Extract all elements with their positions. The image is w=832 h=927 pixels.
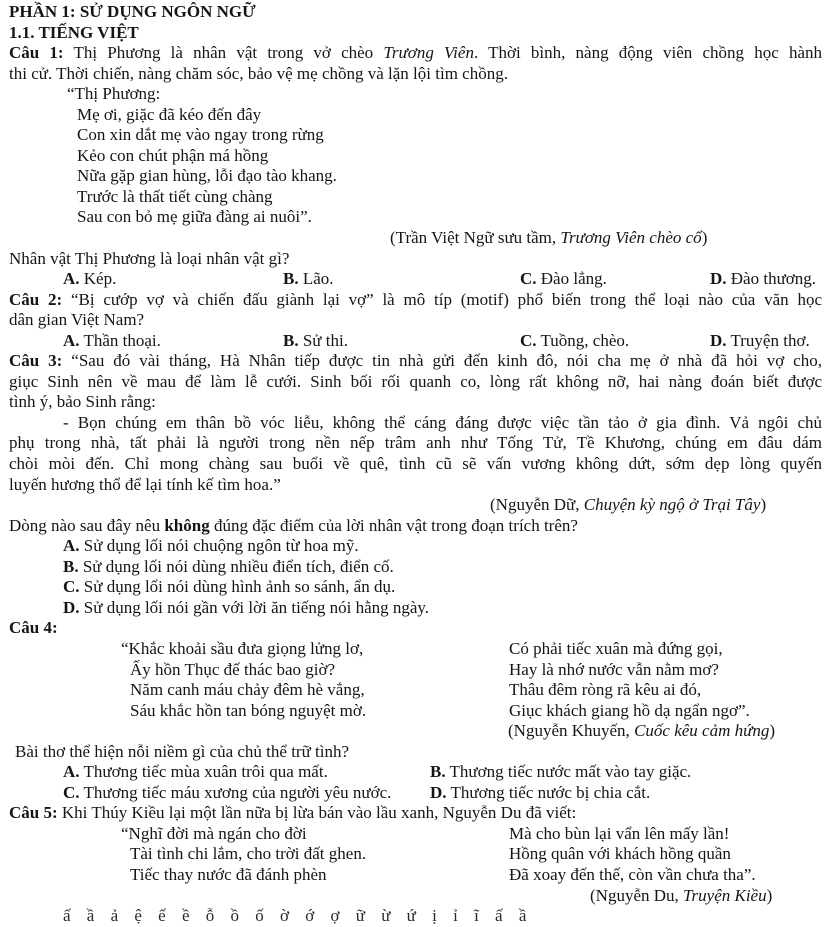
q5-source-close: ) xyxy=(766,885,773,905)
q4-options-row-2 xyxy=(9,783,822,804)
q1-poem-text: Nữa gặp gian hùng, lỗi đạo tào khang. xyxy=(77,166,337,186)
q4-source-author: (Nguyễn Khuyến, xyxy=(508,721,635,741)
q4-option-a-text: Thương tiếc mùa xuân trôi qua mất. xyxy=(83,762,328,782)
q2-option-b-text: Sử thi. xyxy=(302,330,348,350)
q1-poem-text: Sau con bỏ mẹ giữa đàng ai nuôi”. xyxy=(77,207,312,227)
q3-intro-line3 xyxy=(9,392,822,413)
q5-poem-left: Tiếc thay nước đã đánh phèn xyxy=(130,864,327,884)
q5-poem-row xyxy=(9,865,822,886)
q1-option-c xyxy=(520,269,607,290)
q5-source-attribution xyxy=(9,886,822,907)
q1-poem-line xyxy=(9,207,822,228)
q1-option-c-text: Đào lẳng. xyxy=(540,269,607,289)
q2-option-d-letter: D. xyxy=(710,330,727,350)
q1-poem-line xyxy=(9,125,822,146)
q2-label: Câu 2: xyxy=(9,289,63,309)
q4-option-a-letter: A. xyxy=(63,762,80,782)
q3-option-a xyxy=(9,536,822,557)
q3-text-l2: giục Sinh nên về mau để làm lễ cưới. Sinh bối rối quanh co, lòng rất không nỡ, hai nàng đoán biết được xyxy=(9,371,822,391)
q1-poem-line xyxy=(9,146,822,167)
q2-option-a-text: Thần thoại. xyxy=(83,330,161,350)
q2-option-c-letter: C. xyxy=(520,330,537,350)
q3-question xyxy=(9,516,822,537)
q1-question xyxy=(9,249,822,270)
q1-poem-line xyxy=(9,166,822,187)
q5-poem-row xyxy=(9,844,822,865)
q3-option-c xyxy=(9,577,822,598)
clipped-bottom-line xyxy=(9,906,822,927)
q3-quote-line1 xyxy=(9,413,822,434)
part-title xyxy=(9,2,822,23)
q4-poem-row xyxy=(9,660,822,681)
q5-intro-text: Khi Thúy Kiều lại một lần nữa bị lừa bán vào lầu xanh, Nguyễn Du đã viết: xyxy=(57,803,577,823)
q4-poem-row xyxy=(9,701,822,722)
q1-source-author: (Trần Việt Ngữ sưu tầm, xyxy=(390,228,561,248)
q1-poem-line xyxy=(9,84,822,105)
q4-option-b-text: Thương tiếc nước mất vào tay giặc. xyxy=(449,762,692,782)
q1-option-c-letter: C. xyxy=(520,269,537,289)
q3-source-author: (Nguyễn Dữ, xyxy=(490,495,584,515)
q1-intro-text2: . Thời bình, nàng động viên chồng học hành xyxy=(473,43,822,63)
q4-source-attribution xyxy=(9,721,822,742)
q2-option-b xyxy=(283,331,348,352)
q2-option-c-text: Tuồng, chèo. xyxy=(540,330,630,350)
q5-poem-left: “Nghĩ đời mà ngán cho đời xyxy=(121,823,307,843)
section-title-text: 1.1. TIẾNG VIỆT xyxy=(9,22,139,42)
q3-option-b xyxy=(9,557,822,578)
q4-option-d xyxy=(430,783,650,804)
q3-option-d xyxy=(9,598,822,619)
q1-option-b-letter: B. xyxy=(283,269,299,289)
q3-quote-line2 xyxy=(9,433,822,454)
q3-source-close: ) xyxy=(760,495,767,515)
q4-option-c xyxy=(63,783,391,804)
q1-intro-line2 xyxy=(9,64,822,85)
q2-options-row xyxy=(9,331,822,352)
clipped-bottom-text: ấ ầ ả ệ ế ề ỗ ồ ố ờ ớ ợ ữ ừ ứ ị ỉ ĩ ấ ầ xyxy=(63,906,533,926)
q1-poem-text: Trước là thất tiết cùng chàng xyxy=(77,186,273,206)
q1-intro-line1 xyxy=(9,43,822,64)
q4-poem-right: Có phải tiếc xuân mà đứng gọi, xyxy=(509,638,723,658)
q3-option-b-letter: B. xyxy=(63,556,79,576)
q3-intro-line1 xyxy=(9,351,822,372)
part-title-text: PHẦN 1: SỬ DỤNG NGÔN NGỮ xyxy=(9,2,256,21)
q2-intro-text2: dân gian Việt Nam? xyxy=(9,310,145,330)
q4-option-d-text: Thương tiếc nước bị chia cắt. xyxy=(450,782,651,802)
q1-option-a-text: Kép. xyxy=(83,269,117,289)
section-title xyxy=(9,23,822,44)
q3-question-emphasis: không xyxy=(164,515,210,535)
q5-source-author: (Nguyễn Du, xyxy=(590,885,684,905)
q3-text-l3: tình ý, bảo Sinh rằng: xyxy=(9,392,156,412)
q1-source-close: ) xyxy=(701,228,708,248)
q4-options-row-1 xyxy=(9,762,822,783)
q1-intro-text3: thi cử. Thời chiến, nàng chăm sóc, bảo vệ mẹ chồng và lặn lội tìm chồng. xyxy=(9,63,508,83)
q3-question-post: đúng đặc điểm của lời nhân vật trong đoạn trích trên? xyxy=(209,515,578,535)
q4-source-close: ) xyxy=(769,721,776,741)
q1-poem-text: Mẹ ơi, giặc đã kéo đến đây xyxy=(77,104,262,124)
q4-poem-right: Thâu đêm ròng rã kêu ai đó, xyxy=(509,680,702,700)
q2-option-b-letter: B. xyxy=(283,330,299,350)
q4-poem-left: Năm canh máu chảy đêm hè vắng, xyxy=(130,680,365,700)
q5-poem-right: Hồng quân với khách hồng quần xyxy=(509,844,731,864)
q2-intro-text: “Bị cướp vợ và chiến đấu giành lại vợ” là mô típ (motif) phổ biến trong thể loại nào của văn học xyxy=(62,289,822,309)
q1-option-b xyxy=(283,269,334,290)
q4-option-c-letter: C. xyxy=(63,782,80,802)
q5-label: Câu 5: xyxy=(9,803,58,823)
q3-source-work: Chuyện kỳ ngộ ở Trại Tây xyxy=(583,495,761,515)
q3-option-a-letter: A. xyxy=(63,536,80,556)
q3-text-l1: “Sau đó vài tháng, Hà Nhân tiếp được tin nhà gửi đến kinh đô, nói cha mẹ ở nhà đã hỏi vợ cho, xyxy=(62,351,822,371)
q1-option-b-text: Lão. xyxy=(302,269,334,289)
q1-label: Câu 1: xyxy=(9,43,64,63)
q3-option-a-text: Sử dụng lối nói chuộng ngôn từ hoa mỹ. xyxy=(83,536,359,556)
q5-poem-row xyxy=(9,824,822,845)
q4-option-a xyxy=(63,762,328,783)
q4-label: Câu 4: xyxy=(9,618,58,638)
q2-option-a xyxy=(63,331,161,352)
q4-option-d-letter: D. xyxy=(430,782,447,802)
q3-option-d-letter: D. xyxy=(63,597,80,617)
q4-poem-left: “Khắc khoải sầu đưa giọng lửng lơ, xyxy=(121,638,364,658)
q3-option-d-text: Sử dụng lối nói gần với lời ăn tiếng nói hằng ngày. xyxy=(83,597,430,617)
q3-intro-line2 xyxy=(9,372,822,393)
q4-question xyxy=(9,742,822,763)
q3-text-l7: luyến hương thổ để lại tính kế tìm hoa.” xyxy=(9,474,281,494)
q3-quote-line4 xyxy=(9,475,822,496)
q4-option-c-text: Thương tiếc máu xương của người yêu nước. xyxy=(83,782,392,802)
q5-poem-right: Đã xoay đến thế, còn vần chưa tha”. xyxy=(509,864,756,884)
q1-poem-text: Con xin dắt mẹ vào ngay trong rừng xyxy=(77,125,324,145)
q1-option-d xyxy=(710,269,816,290)
q3-option-c-text: Sử dụng lối nói dùng hình ảnh so sánh, ẩn dụ. xyxy=(83,577,396,597)
q3-source-attribution xyxy=(9,495,822,516)
q1-poem-line xyxy=(9,187,822,208)
q3-label: Câu 3: xyxy=(9,351,63,371)
q3-text-l5: phụ trong nhà, tất phải là người trong nền nếp trâm anh như Tống Tử, Tề Khương, chúng em đâu dám xyxy=(9,433,822,453)
q3-text-l6: chòi mòi đến. Chỉ mong chàng sau buổi về quê, tình cũ sẽ vấn vương không dứt, sớm dẹp lòng quyến xyxy=(9,454,822,474)
q1-poem-line xyxy=(9,105,822,126)
q1-option-d-text: Đào thương. xyxy=(730,269,817,289)
q1-option-d-letter: D. xyxy=(710,269,727,289)
q1-intro-text: Thị Phương là nhân vật trong vở chèo xyxy=(63,43,384,63)
q4-poem-left: Ấy hồn Thục đế thác bao giờ? xyxy=(130,659,336,679)
q1-work-title: Trương Viên xyxy=(383,43,474,63)
q1-options-row xyxy=(9,269,822,290)
q3-question-pre: Dòng nào sau đây nêu xyxy=(9,515,165,535)
q4-poem-row xyxy=(9,639,822,660)
q1-poem-text: Kẻo con chút phận má hồng xyxy=(77,145,269,165)
q4-poem-right: Hay là nhớ nước vẫn nằm mơ? xyxy=(509,659,719,679)
q1-source-work: Trương Viên chèo cổ xyxy=(560,228,702,248)
q2-option-d-text: Truyện thơ. xyxy=(730,330,810,350)
q5-source-work: Truyện Kiều xyxy=(683,885,767,905)
q4-option-b-letter: B. xyxy=(430,762,446,782)
q4-question-text: Bài thơ thể hiện nỗi niềm gì của chủ thể trữ tình? xyxy=(15,741,350,761)
q1-option-a-letter: A. xyxy=(63,269,80,289)
q4-poem-row xyxy=(9,680,822,701)
q4-source-work: Cuốc kêu cảm hứng xyxy=(634,721,770,741)
q4-label-line xyxy=(9,618,822,639)
q1-question-text: Nhân vật Thị Phương là loại nhân vật gì? xyxy=(9,248,290,268)
q3-option-c-letter: C. xyxy=(63,577,80,597)
q4-option-b xyxy=(430,762,691,783)
q4-poem-right: Giục khách giang hồ dạ ngẩn ngơ”. xyxy=(509,700,750,720)
q4-poem-left: Sáu khắc hồn tan bóng nguyệt mờ. xyxy=(130,700,367,720)
q2-intro-line1 xyxy=(9,290,822,311)
q5-poem-right: Mà cho bùn lại vẩn lên mấy lần! xyxy=(509,823,730,843)
q1-source-attribution xyxy=(9,228,822,249)
q3-quote-line3 xyxy=(9,454,822,475)
q2-option-a-letter: A. xyxy=(63,330,80,350)
q2-option-d xyxy=(710,331,810,352)
q2-option-c xyxy=(520,331,629,352)
q1-option-a xyxy=(63,269,116,290)
q3-text-l4: - Bọn chúng em thân bồ vóc liễu, không thể cáng đáng được việc tần tảo ở gia đình. Vả ngôi chủ xyxy=(63,412,822,432)
q3-option-b-text: Sử dụng lối nói dùng nhiều điển tích, điển cố. xyxy=(82,556,394,576)
q1-poem-text: “Thị Phương: xyxy=(67,84,161,104)
q2-intro-line2 xyxy=(9,310,822,331)
q5-poem-left: Tài tình chi lắm, cho trời đất ghen. xyxy=(130,844,367,864)
q5-intro-line xyxy=(9,803,822,824)
